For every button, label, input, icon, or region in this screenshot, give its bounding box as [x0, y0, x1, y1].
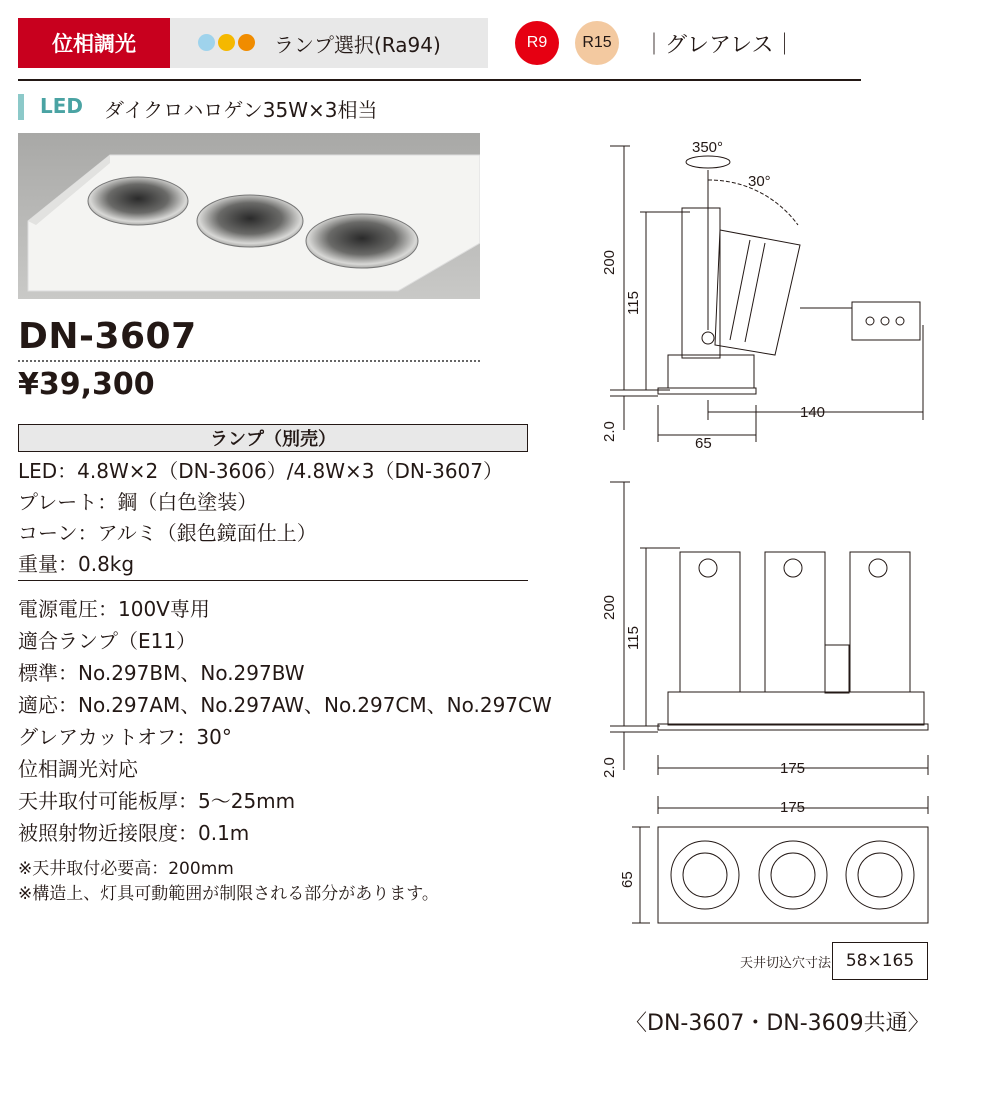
r15-badge: R15: [575, 21, 619, 65]
lamp-select-label: ランプ選択(Ra94): [274, 33, 441, 57]
spec-standard: 標準：No.297BM、No.297BW: [18, 661, 305, 685]
dim-height-115-front: 115: [625, 626, 642, 650]
dim-width-175-top: 175: [780, 799, 806, 816]
dim-height-115-side: 115: [625, 291, 642, 315]
dim-height-200-side: 200: [601, 249, 618, 275]
cone-1: [88, 177, 188, 225]
led-marker: [18, 94, 24, 120]
led-description: ダイクロハロゲン35W×3相当: [104, 98, 378, 122]
model-number: DN-3607: [18, 316, 197, 357]
spec-voltage: 電源電圧：100V専用: [18, 597, 210, 621]
tilt-angle: 30°: [748, 173, 771, 190]
note-height: ※天井取付必要高：200mm: [18, 859, 234, 879]
spec-led: LED：4.8W×2（DN-3606）/4.8W×3（DN-3607）: [18, 459, 503, 483]
spec-cone: コーン：アルミ（銀色鏡面仕上）: [18, 521, 317, 545]
note-structure: ※構造上、灯具可動範囲が制限される部分があります。: [18, 884, 439, 904]
spec-compatible: 適応：No.297AM、No.297AW、No.297CM、No.297CW: [18, 693, 552, 717]
color-dot-yellow: [218, 34, 235, 51]
cutout-value: 58×165: [832, 942, 928, 980]
cutout-label: 天井切込穴寸法: [740, 956, 832, 971]
price: ¥39,300: [18, 367, 155, 402]
dim-thickness-side: 2.0: [601, 421, 618, 442]
technical-drawing: [600, 130, 940, 940]
dim-thickness-front: 2.0: [601, 757, 618, 778]
lamp-sold-separately: ランプ（別売）: [18, 424, 528, 452]
r9-badge: R9: [515, 21, 559, 65]
glareless-label: ｜グレアレス｜: [643, 33, 796, 58]
common-models: 〈DN-3607・DN-3609共通〉: [625, 1011, 930, 1036]
cone-3: [306, 214, 418, 268]
spec-divider: [18, 580, 528, 581]
dim-width-65: 65: [695, 435, 712, 452]
spec-glare-cutoff: グレアカットオフ：30°: [18, 725, 232, 749]
dimming-badge: 位相調光: [18, 18, 170, 68]
dim-height-200-front: 200: [601, 594, 618, 620]
rotation-angle: 350°: [692, 139, 724, 156]
spec-proximity: 被照射物近接限度：0.1m: [18, 821, 250, 845]
dotted-divider: [18, 360, 480, 362]
dim-depth-65-top: 65: [619, 871, 636, 888]
spec-weight: 重量：0.8kg: [18, 552, 135, 576]
header-divider: [18, 79, 861, 81]
dim-width-140: 140: [800, 404, 826, 421]
color-dot-orange: [238, 34, 255, 51]
spec-dimming: 位相調光対応: [18, 757, 138, 781]
spec-plate: プレート：鋼（白色塗装）: [18, 490, 258, 514]
spec-ceiling-thickness: 天井取付可能板厚：5〜25mm: [18, 789, 296, 813]
color-dot-blue: [198, 34, 215, 51]
dim-width-175-front: 175: [780, 760, 806, 777]
spec-lamp-type: 適合ランプ（E11）: [18, 629, 197, 653]
color-dots: [198, 34, 255, 51]
led-label: LED: [40, 94, 84, 118]
cone-2: [197, 195, 303, 247]
product-photo: [18, 133, 480, 299]
